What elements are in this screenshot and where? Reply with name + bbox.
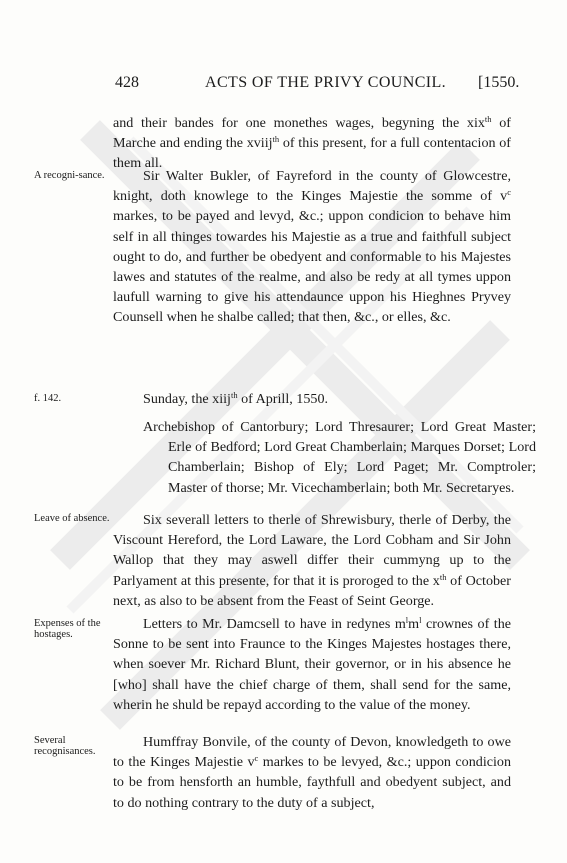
paragraph-leave-letters: Six severall letters to therle of Shrewisbury, therle of Derby, the Viscount Hereford, the Lord Laware, the Lord Cobham and Sir John Wallop that they may aswell differ their cummyng up to the Parlyament at this presente, for that it is proroged to the $x^{th}$ of October next, as also to be absent from the Feast of Seint George. <box>113 512 511 609</box>
running-title: ACTS OF THE PRIVY COUNCIL. <box>205 74 447 91</box>
page-number: 428 <box>115 74 139 91</box>
running-header <box>0 74 567 98</box>
running-year: [1550. <box>478 74 520 91</box>
paragraph-continuation: and their bandes for one monethes wages, begyning the xix$^{th}$ of Marche and ending the xviij$^{th}$ of this present, for a full contentacion of them all. <box>113 114 511 172</box>
margin-note-recognisance: A recogni-sance. <box>34 170 105 181</box>
paragraph-hostage-expenses: Letters to Mr. Damcsell to have in redynes $m^lm^l$ crownes of the Sonne to be sent into Fraunce to the Kinges Majestes hostages there, when soever Mr. Richard Blunt, their governor, or in his absence he [who] shall have the chief charge of them, shall send for the same, wherin he shuld be repayd according to the value of the money. <box>113 615 512 713</box>
margin-note-folio: f. 142. <box>34 393 62 404</box>
meeting-date: Sunday, the xiij$^{th}$ of Aprill, 1550. <box>143 390 329 407</box>
paragraph-bukler-recognisance: Sir Walter Bukler, of Fayreford in the county of Glowcestre, knight, doth knowlege to the Kinges Majestie the somme of $v^c$ markes, to be payed and levyd, &c.; uppon condicion to behave him self in all thinges towardes his Majestie as a true and faithfull subject ought to do, and further be obedyent and conformable to his Majestes lawes and statutes of the realme, and also be redy at all tymes uppon laufull warning to give his attendaunce uppon his Hieghnes Pryvey Counsell when he shalbe called; that then, &c., or elles, &c. <box>113 168 511 326</box>
attendees-list: Archebishop of Cantorbury; Lord Thresaurer; Lord Great Master; Erle of Bedford; Lord Great Chamberlain; Marques Dorset; Lord Chamberlain; Bishop of Ely; Lord Paget; Mr. Comptroler; Master of thorse; Mr. Vicechamberlain; both Mr. Secretaryes. <box>143 419 536 496</box>
margin-note-leave-of-absence: Leave of absence. <box>34 513 110 524</box>
paragraph-bonvile-recognisance: Humffray Bonvile, of the county of Devon, knowledgeth to owe to the Kinges Majestie $v^c$ markes to be levyed, &c.; uppon condicion to be from hensforth an humble, faythfull and obedyent subject, and to do nothing contrary to the duty of a subject, <box>113 734 512 811</box>
margin-note-hostages: Expenses of the hostages. <box>34 618 101 640</box>
margin-note-recognisances: Several recognisances. <box>34 735 96 757</box>
